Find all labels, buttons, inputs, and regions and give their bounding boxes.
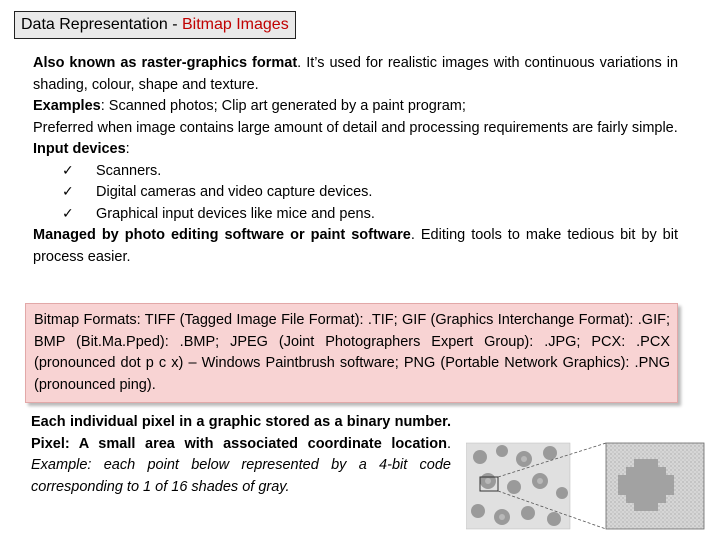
list-item xyxy=(62,182,678,204)
blood-cell xyxy=(556,487,568,499)
blood-cell xyxy=(521,506,535,520)
known-as-label: Also known as raster-graphics format xyxy=(33,55,298,71)
examples-label: Examples xyxy=(33,98,101,114)
title-prefix: Data Representation - xyxy=(21,16,182,33)
blood-cell xyxy=(543,446,557,460)
checkmark-icon: ✓ xyxy=(62,162,74,179)
blood-cell xyxy=(496,445,508,457)
input-devices-list xyxy=(33,161,678,226)
input-devices-heading xyxy=(33,139,678,161)
pixel-definition: Each individual pixel in a graphic stored as a binary number. Pixel: A small area with associated coordinate location xyxy=(31,414,451,452)
checkmark-icon: ✓ xyxy=(62,205,74,222)
list-item-label: Graphical input devices like mice and pens. xyxy=(96,205,375,222)
pixel-period: . xyxy=(446,435,451,452)
known-as-text: . It’s used for realistic images with continuous variations in shading, colour, shape and texture. xyxy=(33,55,679,93)
list-item xyxy=(62,161,678,183)
blood-cell xyxy=(473,450,487,464)
pixel-example: Example: each point below represented by a 4-bit code corresponding to 1 of 16 shades of gray. xyxy=(31,457,451,495)
input-devices-colon: : xyxy=(125,141,130,157)
list-item-label: Digital cameras and video capture devices. xyxy=(96,184,373,200)
blood-cell xyxy=(507,480,521,494)
intro-section xyxy=(33,53,678,268)
checkmark-icon: ✓ xyxy=(62,184,74,200)
preferred-paragraph: Preferred when image contains large amount of detail and processing requirements are fairly simple. xyxy=(33,119,678,136)
input-devices-label: Input devices xyxy=(33,141,126,157)
list-item xyxy=(62,204,678,226)
blood-cell xyxy=(547,512,561,526)
managed-label: Managed by photo editing software or paint software xyxy=(33,227,411,243)
pixel-paragraph xyxy=(31,412,451,498)
examples-paragraph xyxy=(33,96,678,118)
examples-text: : Scanned photos; Clip art generated by a paint program; xyxy=(100,98,466,114)
intro-paragraph xyxy=(33,53,678,96)
managed-paragraph xyxy=(33,225,678,268)
grayscale-bitmap-figure xyxy=(466,437,706,533)
list-item-label: Scanners. xyxy=(96,162,162,179)
bitmap-formats-box: Bitmap Formats: TIFF (Tagged Image File Format): .TIF; GIF (Graphics Interchange Format): .GIF; BMP (Bit.Ma.Pped): .BMP; JPEG (Joint Photographers Expert Group): .JPG; PCX: .PCX (pronounced dot p c x) – Windows Paintbrush software; PNG (Portable Network Graphics): .PNG (pronounced ping). xyxy=(25,303,678,403)
title-accent: Bitmap Images xyxy=(181,16,289,33)
managed-text: . Editing tools to make tedious bit by bit process easier. xyxy=(33,227,678,265)
blood-cell xyxy=(471,504,485,518)
slide-title xyxy=(14,11,296,39)
